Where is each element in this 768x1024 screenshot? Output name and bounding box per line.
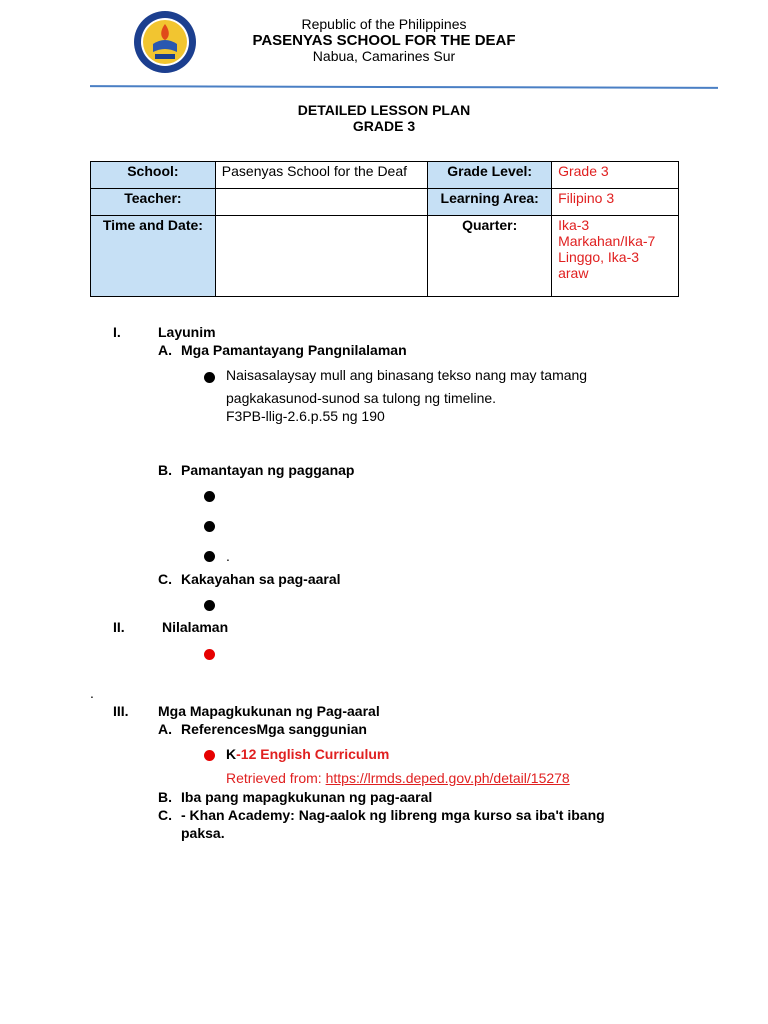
doc-title: DETAILED LESSON PLAN [297,102,471,118]
section-3c-title-cont: paksa. [181,825,225,841]
header-school-name: PASENYAS SCHOOL FOR THE DEAF [252,32,516,49]
teacher-value [215,189,427,216]
time-label: Time and Date: [91,216,216,297]
area-label: Learning Area: [428,189,552,216]
section-1b-bullet-text: . [226,548,230,564]
bullet-icon [204,372,215,383]
section-3a-title: ReferencesMga sanggunian [181,721,367,737]
bullet-icon [204,551,215,562]
section-3-numeral: III. [113,703,129,719]
section-1c-title: Kakayahan sa pag-aaral [181,571,341,587]
bullet-icon [204,600,215,611]
quarter-line: Ika-3 [558,217,590,233]
school-value: Pasenyas School for the Deaf [215,162,427,189]
header-divider [90,85,718,89]
quarter-line: Linggo, Ika-3 [558,249,640,265]
grade-value: Grade 3 [552,162,679,189]
quarter-line: araw [558,265,589,281]
section-3a-label: A. [158,721,172,737]
bullet-icon [204,521,215,532]
bullet-icon [204,750,215,761]
section-1a-label: A. [158,342,172,358]
lesson-info-table [90,161,679,297]
section-1-title: Layunim [158,324,216,340]
quarter-label: Quarter: [428,216,552,297]
time-value [215,216,427,297]
section-1a-bullet-text: Naisasalaysay mull ang binasang tekso nang may tamang [226,367,588,383]
section-3c-label: C. [158,807,172,823]
curriculum-title: -12 English Curriculum [236,746,390,762]
section-3-title: Mga Mapagkukunan ng Pag-aaral [158,703,380,719]
section-2-numeral: II. [113,619,125,635]
curriculum-prefix: K [226,746,237,762]
doc-subtitle: GRADE 3 [352,118,416,134]
section-1a-title: Mga Pamantayang Pangnilalaman [181,342,407,358]
stray-dot: . [90,685,94,701]
quarter-line: Markahan/Ika-7 [558,233,656,249]
section-3b-title: Iba pang mapagkukunan ng pag-aaral [181,789,433,805]
area-value: Filipino 3 [552,189,679,216]
quarter-value [552,216,679,297]
bullet-icon [204,491,215,502]
section-1c-label: C. [158,571,172,587]
school-seal-logo [133,10,197,74]
section-1a-bullet-text-cont: pagkakasunod-sunod sa tulong ng timeline. [226,390,497,406]
section-1a-code: F3PB-llig-2.6.p.55 ng 190 [226,408,385,424]
school-label: School: [91,162,216,189]
section-1-numeral: I. [113,324,121,340]
teacher-label: Teacher: [91,189,216,216]
section-1b-label: B. [158,462,172,478]
section-1b-title: Pamantayan ng pagganap [181,462,355,478]
section-3b-label: B. [158,789,172,805]
retrieved-link[interactable]: https://lrmds.deped.gov.ph/detail/15278 [325,770,570,786]
header-location: Nabua, Camarines Sur [312,48,456,64]
bullet-icon [204,649,215,660]
retrieved-label: Retrieved from: [226,770,326,786]
section-3c-title: - Khan Academy: Nag-aalok ng libreng mga kurso sa iba't ibang [181,807,605,823]
section-2-title: Nilalaman [162,619,229,635]
retrieved-line [226,770,570,786]
section-3a-bullet-text [226,746,389,762]
grade-label: Grade Level: [428,162,552,189]
header-republic: Republic of the Philippines [301,16,467,32]
